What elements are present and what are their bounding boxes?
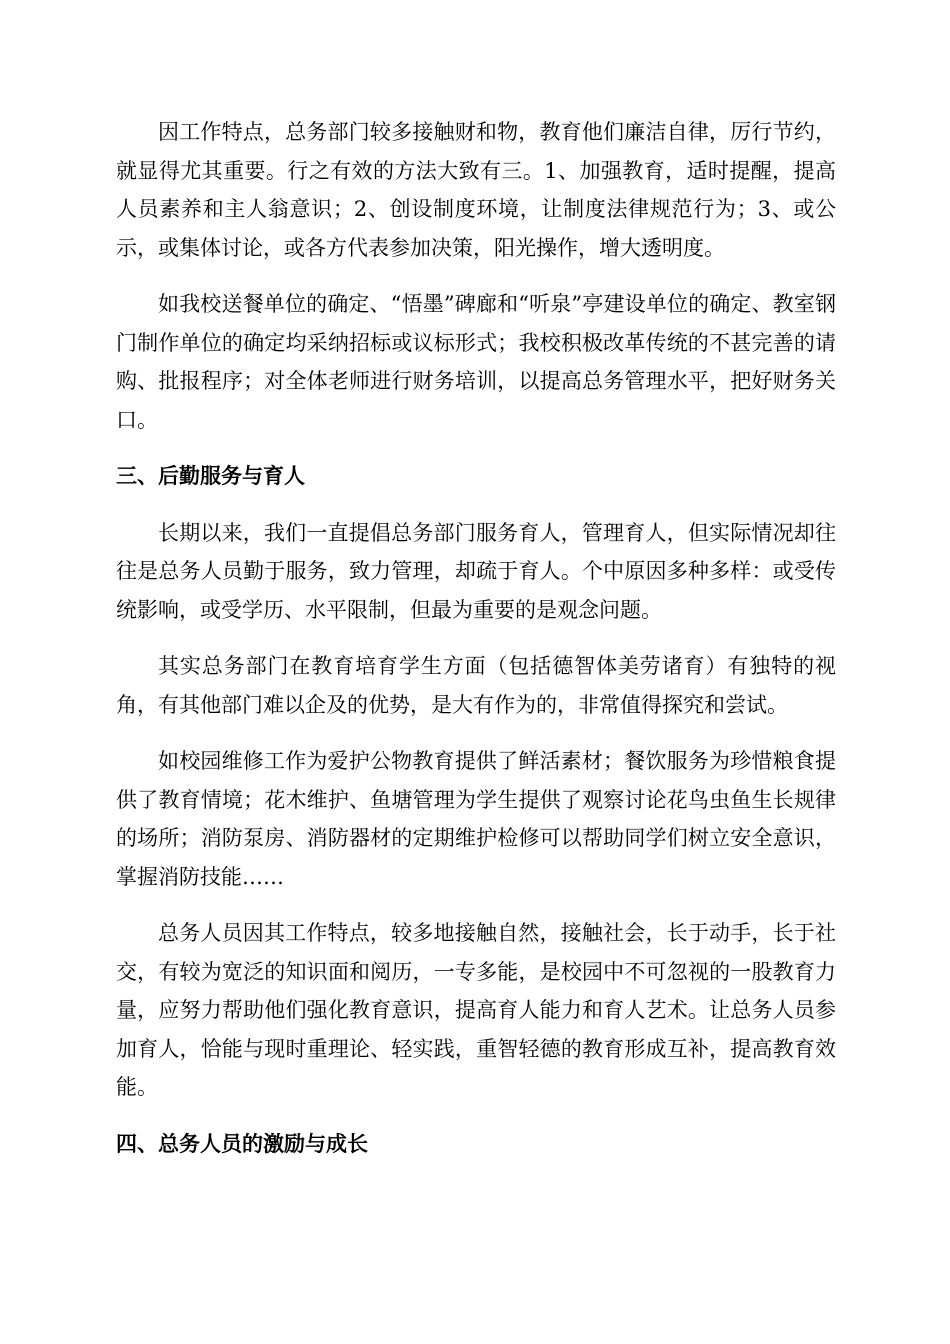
paragraph-service-education: 长期以来，我们一直提倡总务部门服务育人，管理育人，但实际情况却往往是总务人员勤于服务，致力管理，却疏于育人。个中原因多种多样：或受传统影响，或受学历、水平限制，但最为重要的是观念问题。 [116,520,836,622]
paragraph-integrity: 因工作特点，总务部门较多接触财和物，教育他们廉洁自律，厉行节约，就显得尤其重要。行之有效的方法大致有三。1、加强教育，适时提醒，提高人员素养和主人翁意识；2、创设制度环境，让制度法律规范行为；3、或公示，或集体讨论，或各方代表参加决策，阳光操作，增大透明度。 [116,120,836,260]
paragraph-staff-strengths: 总务人员因其工作特点，较多地接触自然，接触社会，长于动手，长于社交，有较为宽泛的知识面和阅历，一专多能，是校园中不可忽视的一股教育力量，应努力帮助他们强化教育意识，提高育人能力和育人艺术。让总务人员参加育人，恰能与现时重理论、轻实践，重智轻德的教育形成互补，提高教育效能。 [116,921,836,1099]
document-body [116,113,836,1181]
paragraph-unique-perspective: 其实总务部门在教育培育学生方面（包括德智体美劳诸育）有独特的视角，有其他部门难以企及的优势，是大有作为的，非常值得探究和尝试。 [116,654,836,717]
section-heading-staff-growth: 四、总务人员的激励与成长 [116,1131,368,1156]
paragraph-tender-example: 如我校送餐单位的确定、“悟墨”碑廊和“听泉”亭建设单位的确定、教室钢门制作单位的确定均采纳招标或议标形式；我校积极改革传统的不甚完善的请购、批报程序；对全体老师进行财务培训，以提高总务管理水平，把好财务关口。 [116,292,836,432]
paragraph-campus-examples: 如校园维修工作为爱护公物教育提供了鲜活素材；餐饮服务为珍惜粮食提供了教育情境；花木维护、鱼塘管理为学生提供了观察讨论花鸟虫鱼生长规律的场所；消防泵房、消防器材的定期维护检修可以帮助同学们树立安全意识，掌握消防技能…… [116,749,836,889]
section-heading-logistics: 三、后勤服务与育人 [116,464,305,488]
